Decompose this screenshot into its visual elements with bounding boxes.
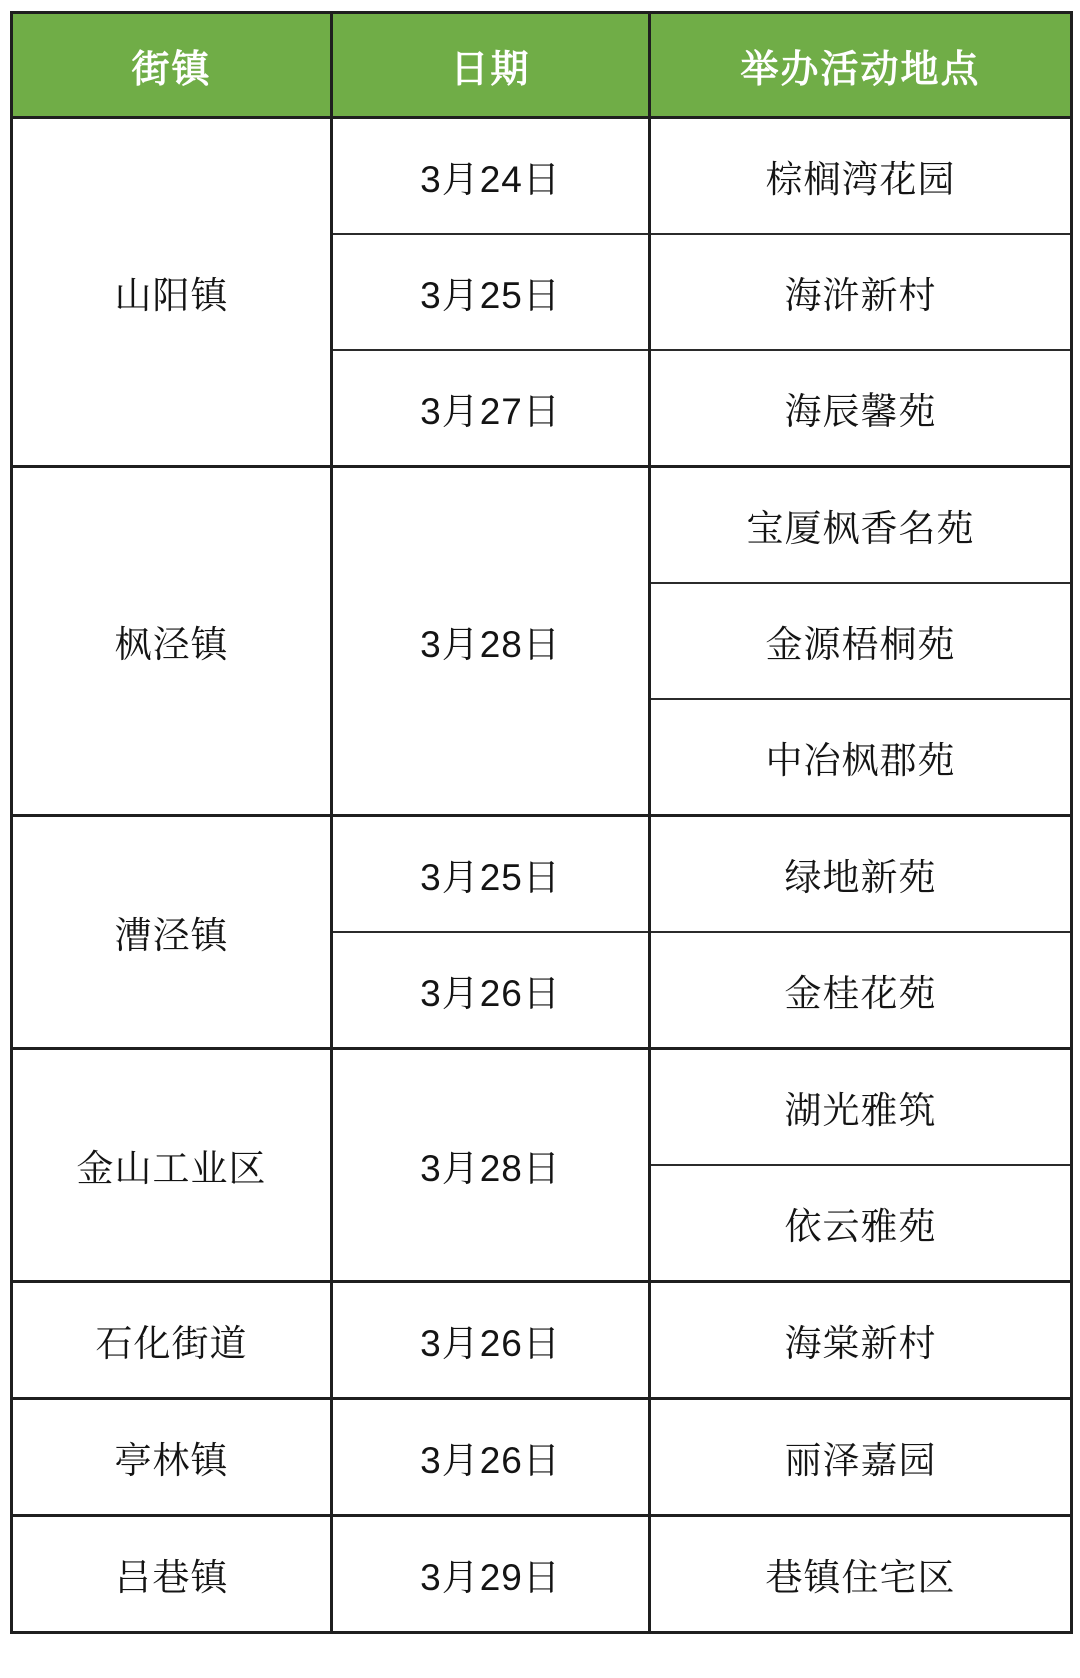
date-cell: 3月26日 xyxy=(332,932,650,1049)
town-cell: 枫泾镇 xyxy=(12,467,332,816)
location-cell: 海棠新村 xyxy=(650,1282,1072,1399)
table-row xyxy=(12,1282,1072,1399)
location-cell: 金桂花苑 xyxy=(650,932,1072,1049)
location-cell: 巷镇住宅区 xyxy=(650,1516,1072,1633)
town-cell: 金山工业区 xyxy=(12,1049,332,1282)
date-cell: 3月28日 xyxy=(332,467,650,816)
location-cell: 金源梧桐苑 xyxy=(650,583,1072,699)
town-cell: 石化街道 xyxy=(12,1282,332,1399)
table-row xyxy=(12,118,1072,235)
table-row xyxy=(12,467,1072,584)
town-cell: 亭林镇 xyxy=(12,1399,332,1516)
table-row xyxy=(12,1049,1072,1166)
town-cell: 山阳镇 xyxy=(12,118,332,467)
header-row xyxy=(12,13,1072,118)
header-date: 日期 xyxy=(332,13,650,118)
header-location: 举办活动地点 xyxy=(650,13,1072,118)
location-cell: 依云雅苑 xyxy=(650,1165,1072,1282)
schedule-table-header xyxy=(12,13,1072,118)
date-cell: 3月27日 xyxy=(332,350,650,467)
date-cell: 3月24日 xyxy=(332,118,650,235)
location-cell: 宝厦枫香名苑 xyxy=(650,467,1072,584)
date-cell: 3月26日 xyxy=(332,1399,650,1516)
date-cell: 3月26日 xyxy=(332,1282,650,1399)
location-cell: 棕榈湾花园 xyxy=(650,118,1072,235)
table-row xyxy=(12,816,1072,933)
header-town: 街镇 xyxy=(12,13,332,118)
location-cell: 绿地新苑 xyxy=(650,816,1072,933)
location-cell: 湖光雅筑 xyxy=(650,1049,1072,1166)
schedule-table-body xyxy=(12,118,1072,1633)
town-cell: 吕巷镇 xyxy=(12,1516,332,1633)
date-cell: 3月25日 xyxy=(332,816,650,933)
location-cell: 中冶枫郡苑 xyxy=(650,699,1072,816)
date-cell: 3月29日 xyxy=(332,1516,650,1633)
location-cell: 海辰馨苑 xyxy=(650,350,1072,467)
date-cell: 3月28日 xyxy=(332,1049,650,1282)
town-cell: 漕泾镇 xyxy=(12,816,332,1049)
schedule-table xyxy=(10,11,1073,1634)
location-cell: 丽泽嘉园 xyxy=(650,1399,1072,1516)
location-cell: 海浒新村 xyxy=(650,234,1072,350)
table-row xyxy=(12,1516,1072,1633)
date-cell: 3月25日 xyxy=(332,234,650,350)
table-row xyxy=(12,1399,1072,1516)
